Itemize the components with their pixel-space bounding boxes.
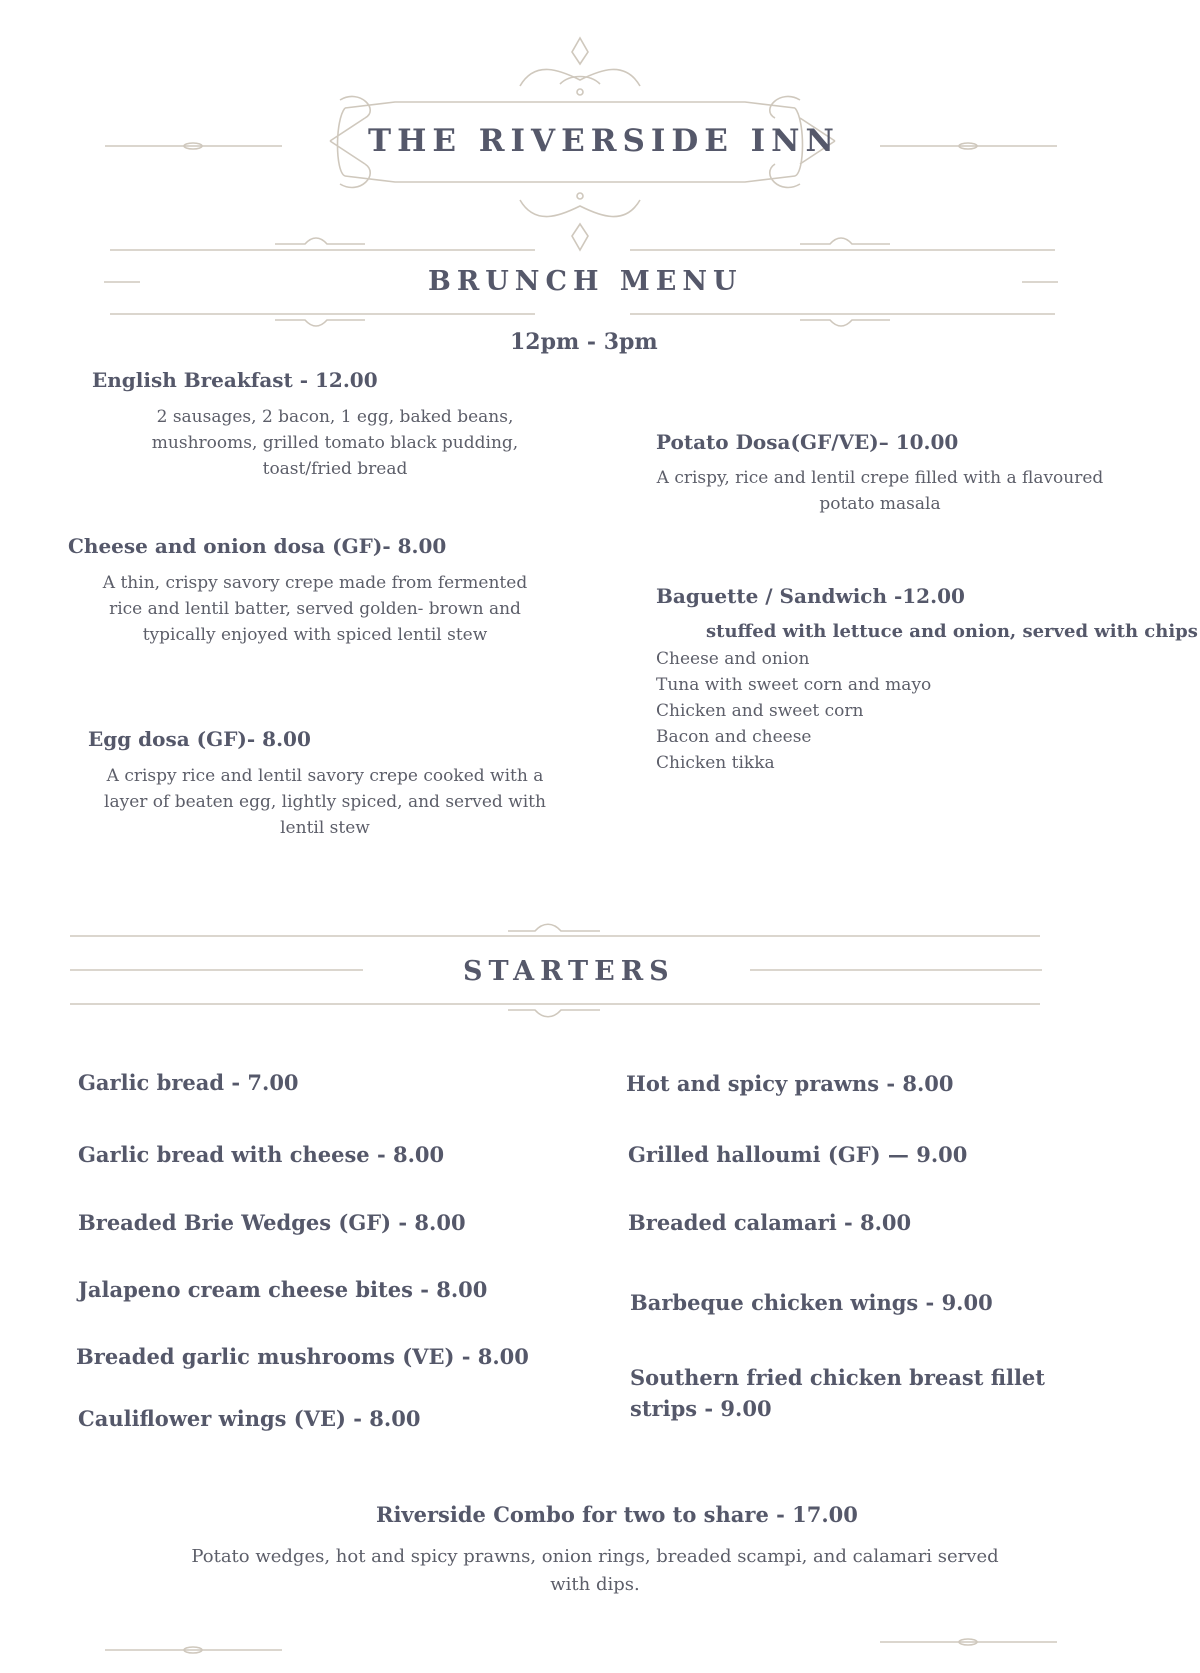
filling-item: Cheese and onion xyxy=(656,649,810,669)
starter-item: Garlic bread - 7.00 xyxy=(78,1070,299,1095)
filling-item: Bacon and cheese xyxy=(656,727,812,747)
egg-dosa-title: Egg dosa (GF)- 8.00 xyxy=(88,727,311,751)
starter-item: Jalapeno cream cheese bites - 8.00 xyxy=(78,1277,488,1302)
filling-item: Tuna with sweet corn and mayo xyxy=(656,675,932,695)
combo-desc: Potato wedges, hot and spicy prawns, onion rings, breaded scampi, and calamari served with dips. xyxy=(191,1546,999,1595)
starter-item: Southern fried chicken breast fillet strips - 9.00 xyxy=(630,1365,1045,1421)
desc-line: toast/fried bread xyxy=(262,459,408,479)
desc-line: lentil stew xyxy=(280,818,370,838)
desc-line: A thin, crispy savory crepe made from fermented xyxy=(102,573,528,593)
potato-dosa-desc xyxy=(650,465,1110,517)
desc-line: 2 sausages, 2 bacon, 1 egg, baked beans, xyxy=(156,407,514,427)
baguette-title: Baguette / Sandwich -12.00 xyxy=(656,584,965,608)
starter-item: Hot and spicy prawns - 8.00 xyxy=(626,1071,954,1096)
brunch-hours: 12pm - 3pm xyxy=(510,329,658,355)
starter-item: Grilled halloumi (GF) — 9.00 xyxy=(628,1142,968,1167)
cheese-onion-dosa-title: Cheese and onion dosa (GF)- 8.00 xyxy=(68,534,447,558)
desc-line: potato masala xyxy=(819,494,941,514)
baguette-fillings xyxy=(656,646,931,776)
desc-line: layer of beaten egg, lightly spiced, and served with xyxy=(104,792,546,812)
egg-dosa-desc xyxy=(90,763,560,841)
starter-item: Breaded garlic mushrooms (VE) - 8.00 xyxy=(76,1344,529,1369)
restaurant-title: THE RIVERSIDE INN xyxy=(368,123,840,159)
starter-item: Barbeque chicken wings - 9.00 xyxy=(630,1290,993,1315)
desc-line: typically enjoyed with spiced lentil stew xyxy=(142,625,488,645)
starters-heading: STARTERS xyxy=(463,956,675,987)
filling-item: Chicken and sweet corn xyxy=(656,701,864,721)
desc-line: A crispy, rice and lentil crepe filled with a flavoured xyxy=(656,468,1104,488)
baguette-subtitle: stuffed with lettuce and onion, served with chips xyxy=(706,621,1198,642)
footer-ornament xyxy=(105,1639,1057,1653)
starter-item: Cauliflower wings (VE) - 8.00 xyxy=(78,1406,421,1431)
english-breakfast-title: English Breakfast - 12.00 xyxy=(92,368,378,392)
potato-dosa-title: Potato Dosa(GF/VE)– 10.00 xyxy=(656,430,959,454)
english-breakfast-desc xyxy=(110,404,560,482)
combo-title: Riverside Combo for two to share - 17.00 xyxy=(376,1502,858,1527)
desc-line: mushrooms, grilled tomato black pudding, xyxy=(151,433,519,453)
starter-item: Breaded Brie Wedges (GF) - 8.00 xyxy=(78,1210,466,1235)
desc-line: rice and lentil batter, served golden- brown and xyxy=(109,599,521,619)
filling-item: Chicken tikka xyxy=(656,753,775,773)
cheese-onion-dosa-desc xyxy=(70,570,560,648)
starter-item: Breaded calamari - 8.00 xyxy=(628,1210,912,1235)
brunch-menu-heading: BRUNCH MENU xyxy=(428,266,743,297)
desc-line: A crispy rice and lentil savory crepe cooked with a xyxy=(106,766,544,786)
starter-item: Garlic bread with cheese - 8.00 xyxy=(78,1142,445,1167)
